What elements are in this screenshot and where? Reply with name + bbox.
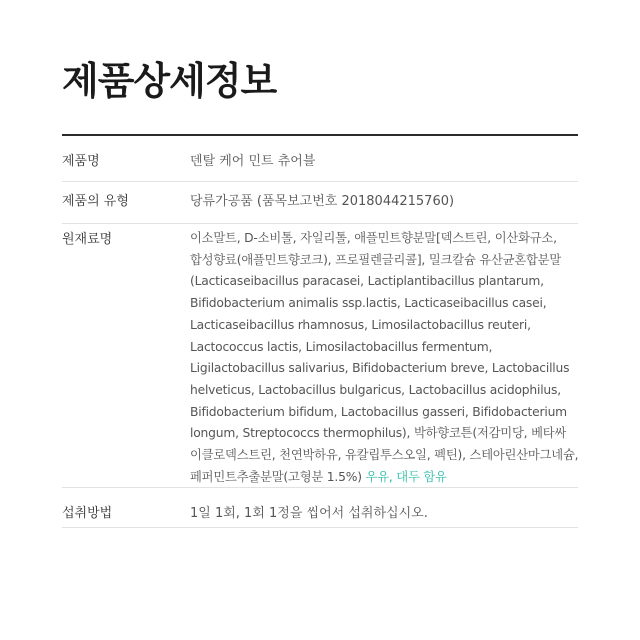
page-title: 제품상세정보 (62, 59, 277, 103)
ingredient-line-last (190, 467, 578, 489)
row-value-product-type: 당류가공품 (품목보고번호 2018044215760) (190, 194, 455, 209)
ingredient-line: Lactococcus lactis, Limosilactobacillus fermentum, (190, 339, 493, 354)
ingredient-line: Ligilactobacillus salivarius, Bifidobacterium breve, Lactobacillus (190, 361, 570, 376)
row-label-product-type: 제품의 유형 (62, 194, 129, 209)
row-product-name (62, 150, 578, 182)
title-divider (62, 134, 578, 136)
ingredient-line: (Lacticaseibacillus paracasei, Lactiplantibacillus plantarum, (190, 274, 544, 289)
row-value-intake: 1일 1회, 1회 1정을 씹어서 섭취하십시오. (190, 506, 428, 521)
row-label-intake: 섭취방법 (62, 506, 113, 521)
ingredient-line: helveticus, Lactobacillus bulgaricus, Lactobacillus acidophilus, (190, 382, 561, 397)
allergen-notice: 우유, 대두 함유 (365, 469, 447, 484)
row-product-type (62, 190, 578, 224)
row-label-ingredients: 원재료명 (62, 232, 113, 247)
ingredient-line: Lacticaseibacillus rhamnosus, Limosilactobacillus reuteri, (190, 317, 531, 332)
ingredient-line: Bifidobacterium bifidum, Lactobacillus gasseri, Bifidobacterium (190, 404, 567, 419)
ingredient-line: 합성향료(애플민트향코크), 프로필렌글리콜], 밀크칼슘 유산균혼합분말 (190, 252, 562, 267)
row-label-product-name: 제품명 (62, 154, 100, 169)
ingredient-line: longum, Streptococcs thermophilus), 박하향코튼(저감미당, 베타싸 (190, 426, 567, 441)
row-value-product-name: 덴탈 케어 민트 츄어블 (190, 154, 316, 169)
ingredient-line: Bifidobacterium animalis ssp.lactis, Lacticaseibacillus casei, (190, 296, 547, 311)
row-intake (62, 502, 578, 528)
row-ingredients (62, 228, 578, 488)
ingredient-line: 이클로덱스트린, 천연박하유, 유칼립투스오일, 펙틴), 스테아린산마그네슘, (190, 448, 579, 463)
ingredient-last-text: 페퍼민트추출분말(고형분 1.5%) (190, 469, 366, 484)
ingredient-list (190, 228, 578, 488)
ingredient-line: 이소말트, D-소비톨, 자일리톨, 애플민트향분말[덱스트린, 이산화규소, (190, 231, 557, 245)
